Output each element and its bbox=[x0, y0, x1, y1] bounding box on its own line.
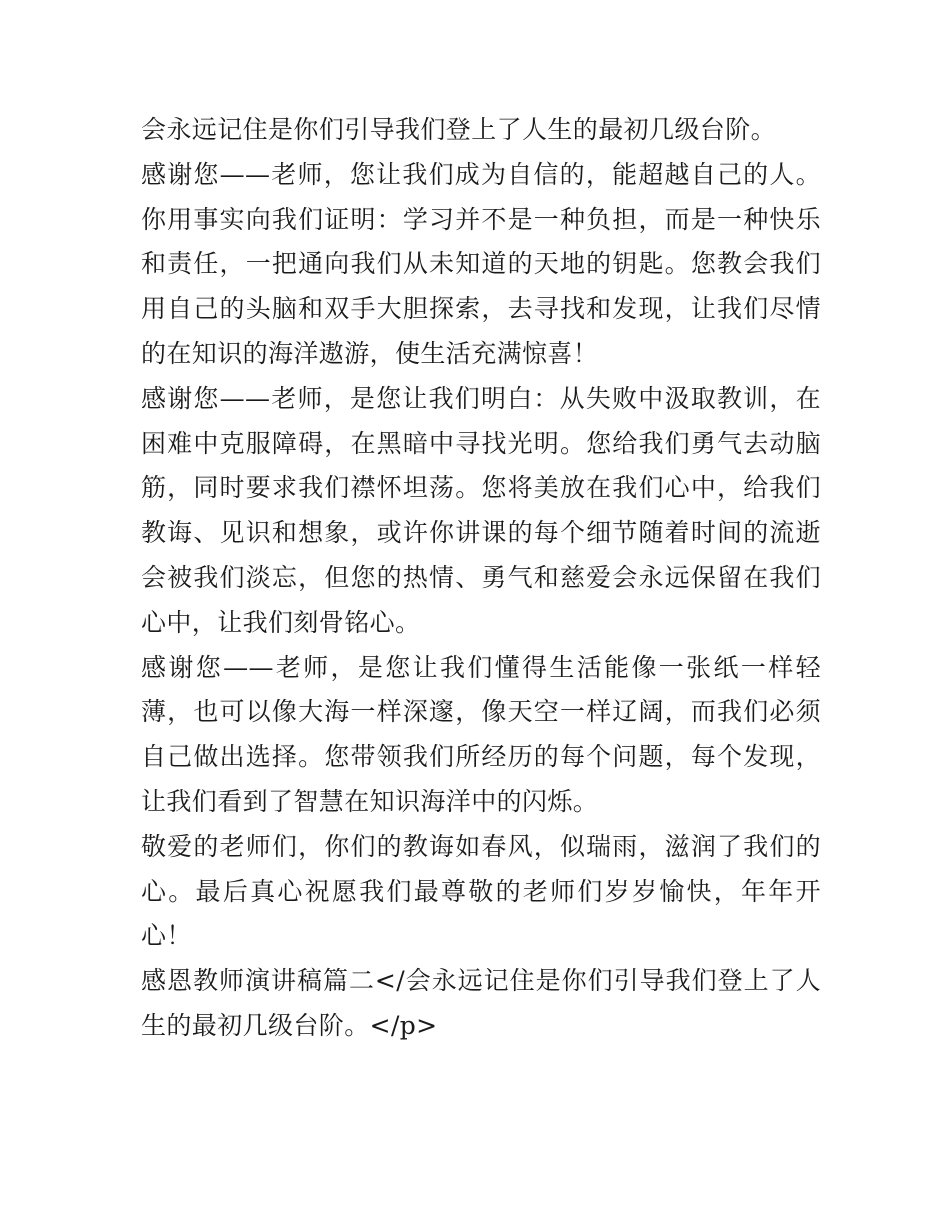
paragraph-3: 感谢您——老师，是您让我们明白：从失败中汲取教训，在困难中克服障碍，在黑暗中寻找光明。您给我们勇气去动脑筋，同时要求我们襟怀坦荡。您将美放在我们心中，给我们教诲、见识和想象，或许你讲课的每个细节随着时间的流逝会被我们淡忘，但您的热情、勇气和慈爱会永远保留在我们心中，让我们刻骨铭心。 bbox=[141, 383, 821, 637]
paragraph-2: 感谢您——老师，您让我们成为自信的，能超越自己的人。你用事实向我们证明：学习并不是一种负担，而是一种快乐和责任，一把通向我们从未知道的天地的钥匙。您教会我们用自己的头脑和双手大胆探索，去寻找和发现，让我们尽情的在知识的海洋遨游，使生活充满惊喜！ bbox=[141, 159, 821, 368]
paragraph-4: 感谢您——老师，是您让我们懂得生活能像一张纸一样轻薄，也可以像大海一样深邃，像天空一样辽阔，而我们必须自己做出选择。您带领我们所经历的每个问题，每个发现，让我们看到了智慧在知识海洋中的闪烁。 bbox=[141, 652, 821, 816]
document-body bbox=[141, 108, 821, 1049]
paragraph-5: 敬爱的老师们，你们的教诲如春风，似瑞雨，滋润了我们的心。最后真心祝愿我们最尊敬的老师们岁岁愉快，年年开心！ bbox=[141, 831, 821, 951]
paragraph-1: 会永远记住是你们引导我们登上了人生的最初几级台阶。 bbox=[141, 115, 777, 144]
paragraph-6: 感恩教师演讲稿篇二</会永远记住是你们引导我们登上了人生的最初几级台阶。</p> bbox=[141, 966, 821, 1040]
